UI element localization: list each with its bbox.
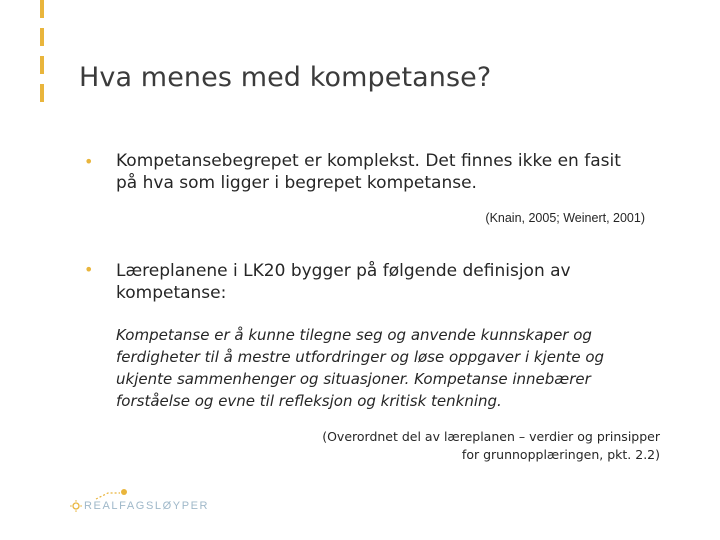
bullet-marker: • <box>84 152 94 171</box>
logo-text: REALFAGSLØYPER <box>84 500 210 512</box>
slide-title: Hva menes med kompetanse? <box>79 62 492 93</box>
bullet-marker: • <box>84 260 94 279</box>
bullet-1-line-1: Kompetansebegrepet er komplekst. Det finnes ikke en fasit <box>116 151 621 171</box>
competence-definition-quote <box>116 324 661 412</box>
bullet-1-line-2: på hva som ligger i begrepet kompetanse. <box>116 173 477 193</box>
path-icon <box>94 487 130 501</box>
quote-line: ferdigheter til å mestre utfordringer og løse oppgaver i kjente og <box>116 348 605 366</box>
accent-bar <box>40 0 44 112</box>
quote-line: forståelse og evne til refleksjon og kritisk tenkning. <box>116 392 502 410</box>
quote-line: Kompetanse er å kunne tilegne seg og anvende kunnskaper og <box>116 326 592 344</box>
bullet-2-line-2: kompetanse: <box>116 283 227 303</box>
quote-line: ukjente sammenhenger og situasjoner. Kompetanse innebærer <box>116 370 591 388</box>
bullet-text-1 <box>116 150 676 194</box>
bullet-text-2 <box>116 260 676 304</box>
citation-overordnet <box>300 428 660 464</box>
bullet-2-line-1: Læreplanene i LK20 bygger på følgende definisjon av <box>116 261 571 281</box>
citation-line: (Overordnet del av læreplanen – verdier og prinsipper <box>322 429 660 444</box>
citation-line: for grunnopplæringen, pkt. 2.2) <box>461 447 660 462</box>
realfagsloyper-logo <box>70 487 230 527</box>
sun-icon <box>70 500 82 512</box>
citation-knain: (Knain, 2005; Weinert, 2001) <box>485 211 645 225</box>
